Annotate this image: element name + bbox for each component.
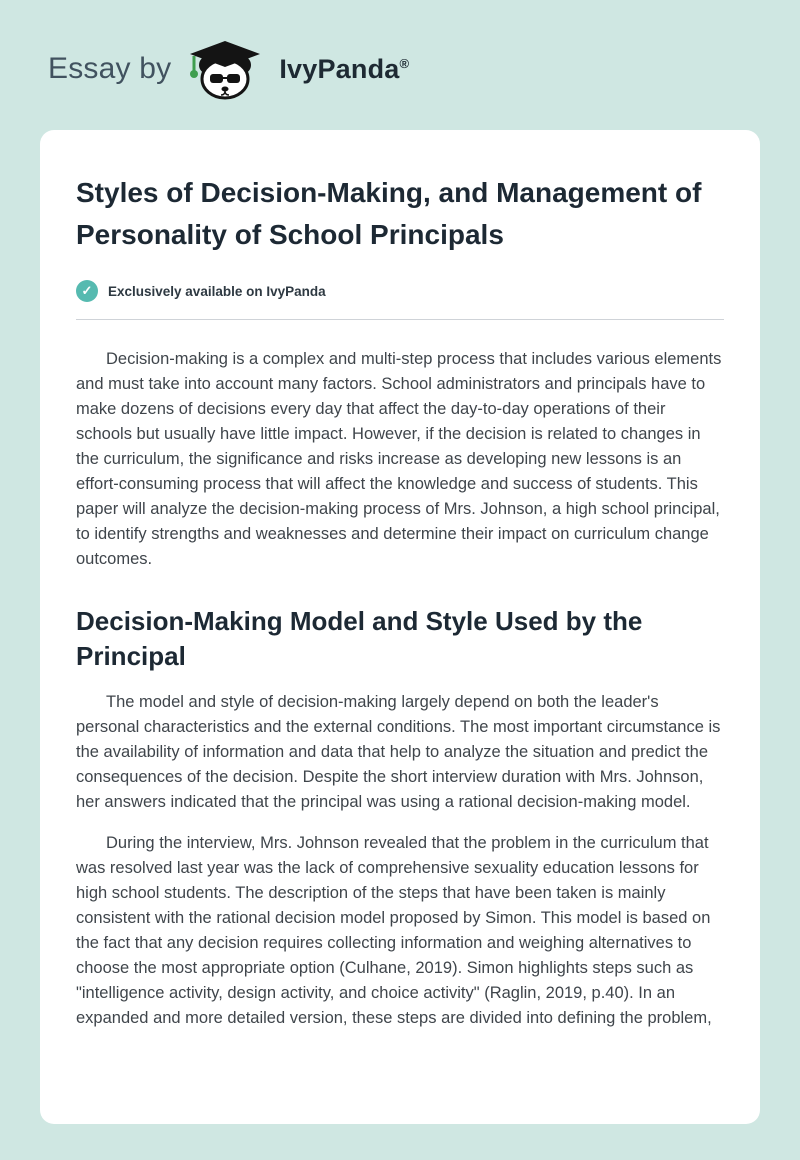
paragraph: During the interview, Mrs. Johnson revealed that the problem in the curriculum that was resolved last year was the lack of comprehensive sexuality education lessons for high school students. The description of the steps that have been taken is mainly consistent with the rational decision model proposed by Simon. This model is based on the fact that any decision requires collecting information and weighing alternatives to choose the most appropriate option (Culhane, 2019). Simon highlights steps such as "intelligence activity, design activity, and choice activity" (Raglin, 2019, p.40). In an expanded and more detailed version, these steps are divided into defining the problem,	[76, 834, 712, 1028]
paragraph-intro: Decision-making is a complex and multi-step process that includes various elements and must take into account many factors. School administrators and principals have to make dozens of decisions every day that affect the day-to-day operations of their schools but usually have little impact. However, if the decision is related to changes in the curriculum, the significance and risks increase as developing new lessons is an effort-consuming process that will affect the knowledge and success of students. This paper will analyze the decision-making process of Mrs. Johnson, a high school principal, to identify strengths and weaknesses and determine their impact on curriculum change outcomes.	[76, 350, 722, 568]
essay-title: Styles of Decision-Making, and Management of Personality of School Principals	[76, 177, 702, 250]
panda-graduate-icon	[185, 37, 265, 101]
brand-name: IvyPanda	[279, 53, 400, 84]
ivypanda-logo[interactable]	[185, 37, 265, 101]
paragraph: The model and style of decision-making largely depend on both the leader's personal characteristics and the external conditions. The most important circumstance is the availability of information and data that help to analyze the situation and predict the consequences of the decision. Despite the short interview duration with Mrs. Johnson, her answers indicated that the principal was using a rational decision-making model.	[76, 693, 721, 812]
check-icon: ✓	[76, 280, 98, 302]
section-heading: Decision-Making Model and Style Used by the Principal	[76, 606, 643, 672]
brand-wordmark[interactable]	[279, 54, 409, 85]
divider	[76, 319, 724, 320]
registered-mark: ®	[399, 55, 410, 71]
availability-label: Exclusively available on IvyPanda	[108, 283, 326, 299]
essay-card	[40, 130, 760, 1124]
availability-badge	[76, 280, 724, 302]
page-header	[0, 0, 800, 104]
essay-by-label: Essay by	[48, 52, 172, 85]
